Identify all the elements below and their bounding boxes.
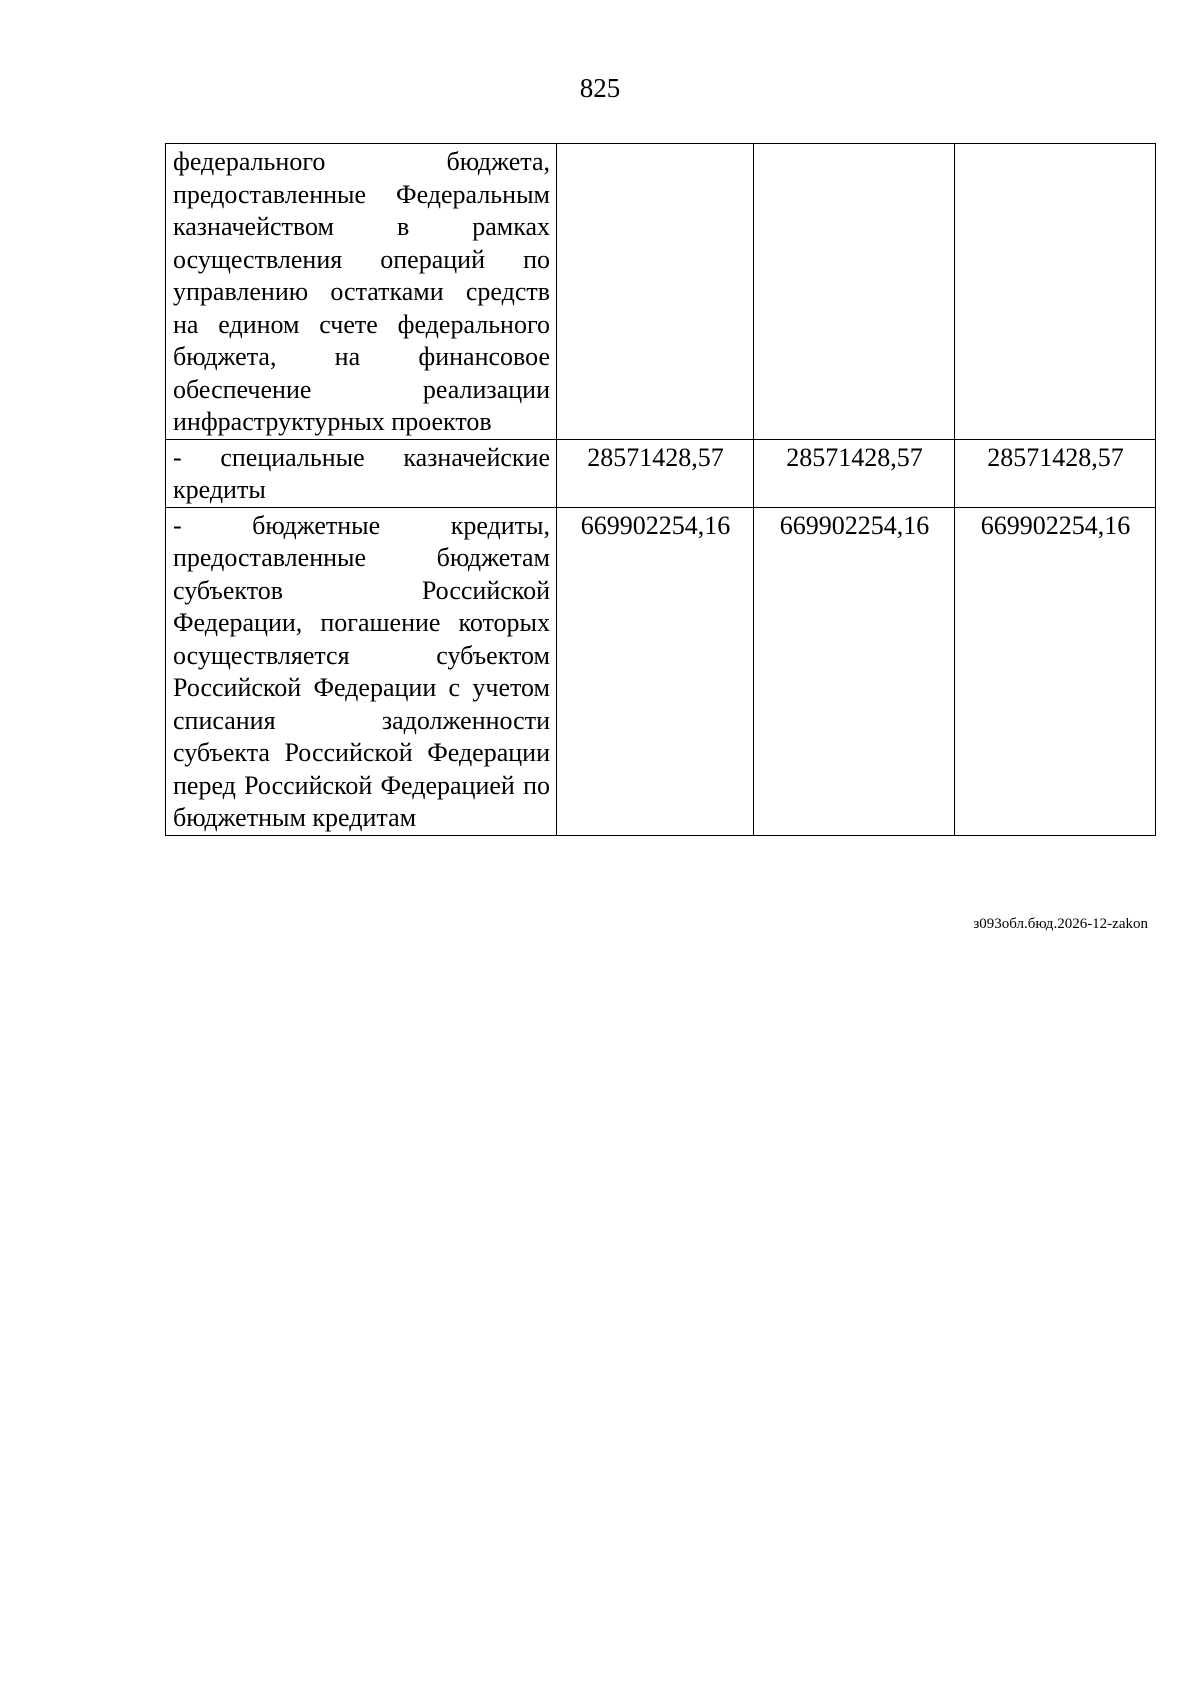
table-row <box>166 144 1156 440</box>
row-value-2 <box>754 144 955 440</box>
row-value-1 <box>557 144 754 440</box>
budget-table <box>165 143 1156 836</box>
page-number: 825 <box>579 73 621 103</box>
row-description: федерального бюджета, предоставленные Федеральным казначейством в рамках осуществления операций по управлению остатками средств на едином счете федерального бюджета, на финансовое обеспечение реализации инфраструктурных проектов <box>166 144 557 440</box>
row-description: - бюджетные кредиты, предоставленные бюджетам субъектов Российской Федерации, погашение которых осуществляется субъектом Российской Федерации с учетом списания задолженности субъекта Российской Федерации перед Российской Федерацией по бюджетным кредитам <box>166 507 557 835</box>
document-code: з093обл.бюд.2026-12-zakon <box>973 916 1148 932</box>
row-value-1: 28571428,57 <box>557 439 754 507</box>
row-value-1: 669902254,16 <box>557 507 754 835</box>
row-value-2: 669902254,16 <box>754 507 955 835</box>
table-row <box>166 507 1156 835</box>
row-value-2: 28571428,57 <box>754 439 955 507</box>
table-row <box>166 439 1156 507</box>
row-description: - специальные казначейские кредиты <box>166 439 557 507</box>
row-value-3: 28571428,57 <box>955 439 1156 507</box>
row-value-3: 669902254,16 <box>955 507 1156 835</box>
row-value-3 <box>955 144 1156 440</box>
